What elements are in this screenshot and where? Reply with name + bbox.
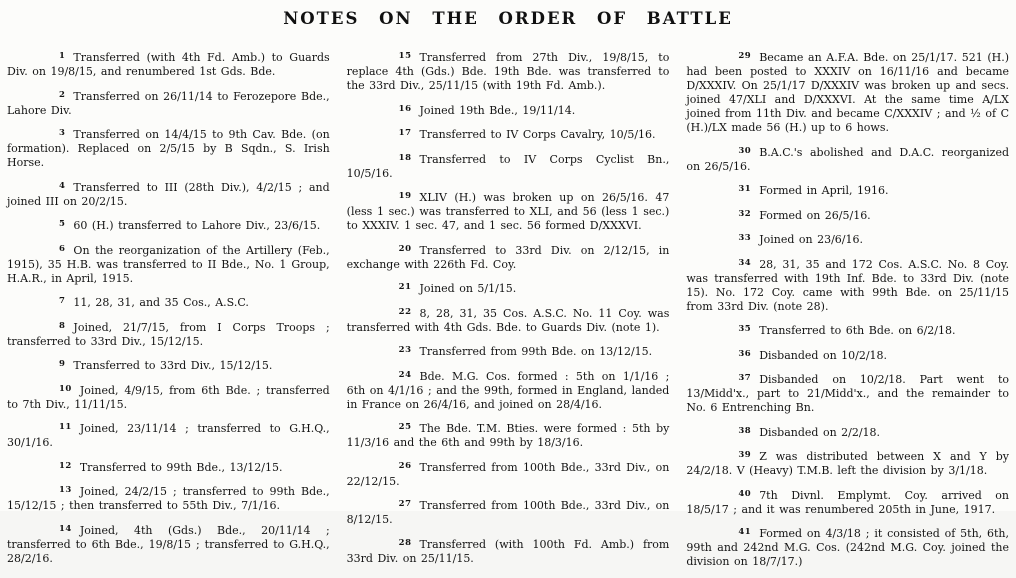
note-number: 32 (738, 208, 752, 219)
note-item (7, 217, 330, 233)
note-number: 27 (398, 499, 412, 509)
note-item (686, 144, 1009, 174)
note-number: 24 (398, 369, 412, 380)
note-text: Transferred to IV Corps Cyclist Bn., 10/5/16. (346, 152, 670, 180)
note-item (686, 207, 1009, 223)
note-text: On the reorganization of the Artillery (Feb., 1915), 35 H.B. was transferred to II Bde., No. 1 Group, H.A.R., in April, 1915. (7, 243, 330, 285)
note-text: Transferred from 27th Div., 19/8/15, to replace 4th (Gds.) Bde. 19th Bde. was transferred to the 33rd Div., 25/11/15 (with 19th Fd. Amb.). (346, 51, 670, 92)
note-number: 25 (398, 422, 412, 432)
note-number: 40 (738, 488, 752, 499)
note-number: 19 (398, 191, 412, 201)
note-item (7, 420, 330, 450)
note-item (7, 483, 330, 513)
note-number: 37 (738, 373, 752, 383)
note-number: 26 (398, 460, 412, 471)
note-text: 7th Divnl. Emplymt. Coy. arrived on 18/5/17 ; and it was renumbered 205th in June, 1917. (686, 488, 1010, 516)
note-number: 8 (59, 320, 66, 331)
note-number: 11 (59, 422, 72, 432)
note-item (686, 182, 1009, 198)
note-item (686, 256, 1009, 314)
note-item (347, 189, 670, 233)
note-item (347, 368, 670, 412)
note-item (7, 522, 330, 566)
note-item (347, 49, 670, 93)
note-number: 18 (398, 152, 412, 163)
note-item (7, 319, 330, 349)
note-item (7, 88, 330, 118)
note-item (7, 382, 330, 412)
note-number: 28 (398, 537, 412, 548)
note-number: 21 (398, 282, 412, 292)
note-item (347, 343, 670, 359)
note-number: 7 (59, 296, 66, 306)
note-item (686, 424, 1009, 440)
note-text: Transferred from 100th Bde., 33rd Div., on 22/12/15. (346, 460, 670, 488)
note-text: Joined on 5/1/15. (419, 282, 517, 295)
note-item (347, 305, 670, 335)
note-text: Disbanded on 10/2/18. Part went to 13/Midd'x., part to 21/Midd'x., and the remainder to No. 6 Entrenching Bn. (686, 373, 1010, 414)
note-number: 22 (398, 306, 412, 317)
note-text: Transferred to 6th Bde. on 6/2/18. (759, 324, 956, 337)
note-text: Formed on 26/5/16. (759, 208, 871, 222)
note-item (686, 371, 1009, 415)
page-title: NOTES ON THE ORDER OF BATTLE (283, 9, 733, 28)
note-number: 13 (59, 485, 72, 495)
note-item (7, 294, 330, 310)
note-text: Joined 19th Bde., 19/11/14. (419, 103, 576, 117)
notes-column-3 (686, 49, 1009, 578)
note-text: Transferred to 99th Bde., 13/12/15. (79, 460, 283, 474)
note-number: 41 (738, 527, 752, 537)
note-item (347, 102, 670, 118)
note-text: Formed in April, 1916. (759, 184, 889, 197)
note-number: 10 (59, 383, 72, 394)
note-item (347, 151, 670, 181)
notes-column-2 (347, 49, 670, 578)
note-item (686, 448, 1009, 478)
note-item (7, 126, 330, 170)
note-text: Joined, 4th (Gds.) Bde., 20/11/14 ; transferred to 6th Bde., 19/8/15 ; transferred to G.H.Q., 28/2/16. (7, 523, 330, 565)
note-text: 60 (H.) transferred to Lahore Div., 23/6/15. (73, 219, 321, 232)
note-text: Transferred to 33rd Div., 15/12/15. (73, 359, 273, 372)
note-item (7, 242, 330, 286)
note-item (686, 49, 1009, 135)
note-text: Bde. M.G. Cos. formed : 5th on 1/1/16 ; 6th on 4/1/16 ; and the 99th, formed in England, landed in France on 26/4/16, and joined on 28/4/16. (346, 369, 670, 411)
note-number: 3 (59, 128, 66, 138)
note-text: 11, 28, 31, and 35 Cos., A.S.C. (73, 296, 249, 309)
note-text: Z was distributed between X and Y by 24/2/18. V (Heavy) T.M.B. left the division by 3/1/18. (686, 450, 1010, 477)
note-number: 33 (738, 233, 752, 243)
note-text: B.A.C.'s abolished and D.A.C. reorganized on 26/5/16. (686, 145, 1010, 173)
note-text: Transferred to III (28th Div.), 4/2/15 ; and joined III on 20/2/15. (7, 180, 330, 208)
note-item (347, 459, 670, 489)
note-item (7, 459, 330, 475)
note-text: Transferred on 14/4/15 to 9th Cav. Bde. (on formation). Replaced on 2/5/15 by B Sqdn., S. Irish Horse. (7, 128, 330, 169)
note-number: 35 (738, 324, 752, 334)
note-text: 28, 31, 35 and 172 Cos. A.S.C. No. 8 Coy. was transferred with 19th Inf. Bde. to 33rd Div. (note 15). No. 172 Coy. came with 99th Bde. on 25/11/15 from 33rd Div. (note 28). (686, 257, 1010, 313)
note-number: 5 (59, 219, 66, 229)
note-number: 39 (738, 450, 752, 460)
note-text: Joined, 23/11/14 ; transferred to G.H.Q., 30/1/16. (7, 422, 330, 449)
note-item (347, 536, 670, 566)
note-item (347, 420, 670, 450)
note-number: 9 (59, 359, 66, 369)
note-text: Transferred to 33rd Div. on 2/12/15, in exchange with 226th Fd. Coy. (346, 243, 670, 271)
note-number: 4 (59, 180, 66, 191)
note-text: Transferred (with 4th Fd. Amb.) to Guards Div. on 19/8/15, and renumbered 1st Gds. Bde. (7, 51, 330, 78)
note-number: 12 (59, 460, 72, 471)
note-text: Joined, 24/2/15 ; transferred to 99th Bde., 15/12/15 ; then transferred to 55th Div., 7/1/16. (7, 485, 330, 512)
note-item (686, 231, 1009, 247)
note-item (347, 126, 670, 142)
note-number: 34 (738, 257, 752, 268)
note-number: 31 (738, 184, 752, 194)
notes-column-1 (7, 49, 330, 578)
note-text: Transferred from 100th Bde., 33rd Div., on 8/12/15. (346, 499, 670, 526)
note-text: XLIV (H.) was broken up on 26/5/16. 47 (less 1 sec.) was transferred to XLI, and 56 (less 1 sec.) to XXXIV. 1 sec. 47, and 1 sec. 56 formed D/XXXVI. (346, 191, 670, 232)
note-number: 29 (738, 51, 752, 61)
note-item (686, 322, 1009, 338)
note-number: 6 (59, 243, 66, 254)
note-number: 38 (738, 425, 752, 436)
note-text: Transferred from 99th Bde. on 13/12/15. (419, 345, 653, 358)
note-text: The Bde. T.M. Bties. were formed : 5th by 11/3/16 and the 6th and 99th by 18/3/16. (346, 422, 670, 449)
note-text: Joined, 21/7/15, from I Corps Troops ; transferred to 33rd Div., 15/12/15. (7, 320, 330, 348)
notes-columns (0, 49, 1016, 578)
note-number: 36 (738, 348, 752, 359)
note-item (7, 179, 330, 209)
note-text: Disbanded on 2/2/18. (759, 425, 881, 439)
note-number: 30 (738, 145, 752, 156)
note-item (347, 242, 670, 272)
note-text: Became an A.F.A. Bde. on 25/1/17. 521 (H.) had been posted to XXXIV on 16/11/16 and became D/XXXIV. On 25/1/17 D/XXXIV was broken up and secs. joined 47/XLI and D/XXXVI. At the same time A/LX joined from 11th Div. and became C/XXXIV ; and ½ of C (H.)/LX made 56 (H.) up to 6 hows. (686, 51, 1010, 134)
note-text: Joined on 23/6/16. (759, 233, 863, 246)
note-item (686, 487, 1009, 517)
note-item (347, 280, 670, 296)
note-item (686, 525, 1009, 569)
note-item (7, 49, 330, 79)
note-text: Disbanded on 10/2/18. (759, 348, 888, 362)
note-text: Transferred (with 100th Fd. Amb.) from 33rd Div. on 25/11/15. (346, 537, 670, 565)
note-number: 17 (398, 128, 412, 138)
note-text: Transferred on 26/11/14 to Ferozepore Bde., Lahore Div. (7, 89, 330, 117)
note-text: Transferred to IV Corps Cavalry, 10/5/16. (419, 128, 656, 141)
note-item (7, 357, 330, 373)
note-text: Formed on 4/3/18 ; it consisted of 5th, 6th, 99th and 242nd M.G. Cos. (242nd M.G. Coy. joined the division on 18/7/17.) (686, 527, 1010, 568)
note-number: 14 (59, 523, 72, 534)
note-item (347, 497, 670, 527)
note-number: 23 (398, 345, 412, 355)
note-number: 1 (59, 51, 66, 61)
note-text: 8, 28, 31, 35 Cos. A.S.C. No. 11 Coy. was transferred with 4th Gds. Bde. to Guards Div. (note 1). (346, 306, 670, 334)
note-number: 2 (59, 89, 66, 100)
note-item (686, 347, 1009, 363)
note-text: Joined, 4/9/15, from 6th Bde. ; transferred to 7th Div., 11/11/15. (7, 383, 330, 411)
note-number: 20 (398, 243, 412, 254)
note-number: 16 (398, 103, 412, 114)
note-number: 15 (398, 51, 412, 61)
